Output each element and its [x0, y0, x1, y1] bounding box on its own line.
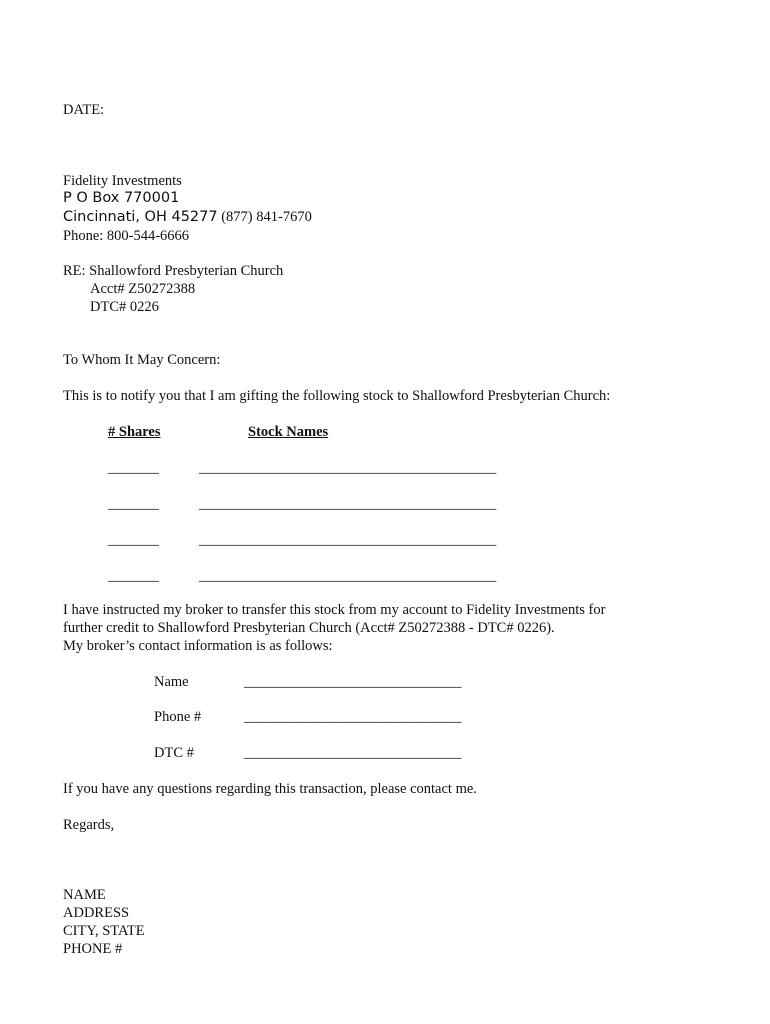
- signature-address: ADDRESS: [63, 905, 130, 921]
- broker-name-label: Name: [154, 674, 189, 690]
- recipient-alt-phone: (877) 841-7670: [221, 209, 312, 225]
- broker-phone-label: Phone #: [154, 709, 202, 725]
- stock-blank-4: _________________________________________: [199, 568, 497, 584]
- broker-phone-blank: ______________________________: [244, 709, 462, 725]
- stock-blank-3: _________________________________________: [199, 532, 497, 548]
- broker-dtc-blank: ______________________________: [244, 745, 462, 761]
- shares-blank-1: _______: [108, 460, 159, 476]
- recipient-company: Fidelity Investments: [63, 173, 182, 189]
- recipient-city-line: [63, 208, 312, 226]
- signature-name: NAME: [63, 887, 106, 903]
- closing: Regards,: [63, 817, 115, 833]
- recipient-po-box: P O Box 770001: [63, 190, 180, 206]
- transfer-line-1: I have instructed my broker to transfer this stock from my account to Fidelity Investments for: [63, 602, 606, 618]
- stock-blank-2: _________________________________________: [199, 496, 497, 512]
- salutation: To Whom It May Concern:: [63, 352, 221, 368]
- recipient-city: Cincinnati, OH 45277: [63, 209, 218, 225]
- transfer-line-3: My broker’s contact information is as follows:: [63, 638, 333, 654]
- signature-phone: PHONE #: [63, 941, 123, 957]
- col-header-stock: Stock Names: [248, 424, 329, 440]
- date-label: DATE:: [63, 102, 105, 118]
- shares-blank-3: _______: [108, 532, 159, 548]
- broker-dtc-label: DTC #: [154, 745, 194, 761]
- intro-paragraph: This is to notify you that I am gifting the following stock to Shallowford Presbyterian Church:: [63, 388, 611, 404]
- transfer-line-2: further credit to Shallowford Presbyterian Church (Acct# Z50272388 - DTC# 0226).: [63, 620, 555, 636]
- shares-blank-2: _______: [108, 496, 159, 512]
- re-acct: Acct# Z50272388: [90, 281, 196, 297]
- re-dtc: DTC# 0226: [90, 299, 159, 315]
- recipient-phone: Phone: 800-544-6666: [63, 228, 190, 244]
- col-header-shares: # Shares: [108, 424, 161, 440]
- signature-city-state: CITY, STATE: [63, 923, 145, 939]
- questions-line: If you have any questions regarding this transaction, please contact me.: [63, 781, 477, 797]
- broker-name-blank: ______________________________: [244, 674, 462, 690]
- shares-blank-4: _______: [108, 568, 159, 584]
- re-line: RE: Shallowford Presbyterian Church: [63, 263, 284, 279]
- stock-blank-1: _________________________________________: [199, 460, 497, 476]
